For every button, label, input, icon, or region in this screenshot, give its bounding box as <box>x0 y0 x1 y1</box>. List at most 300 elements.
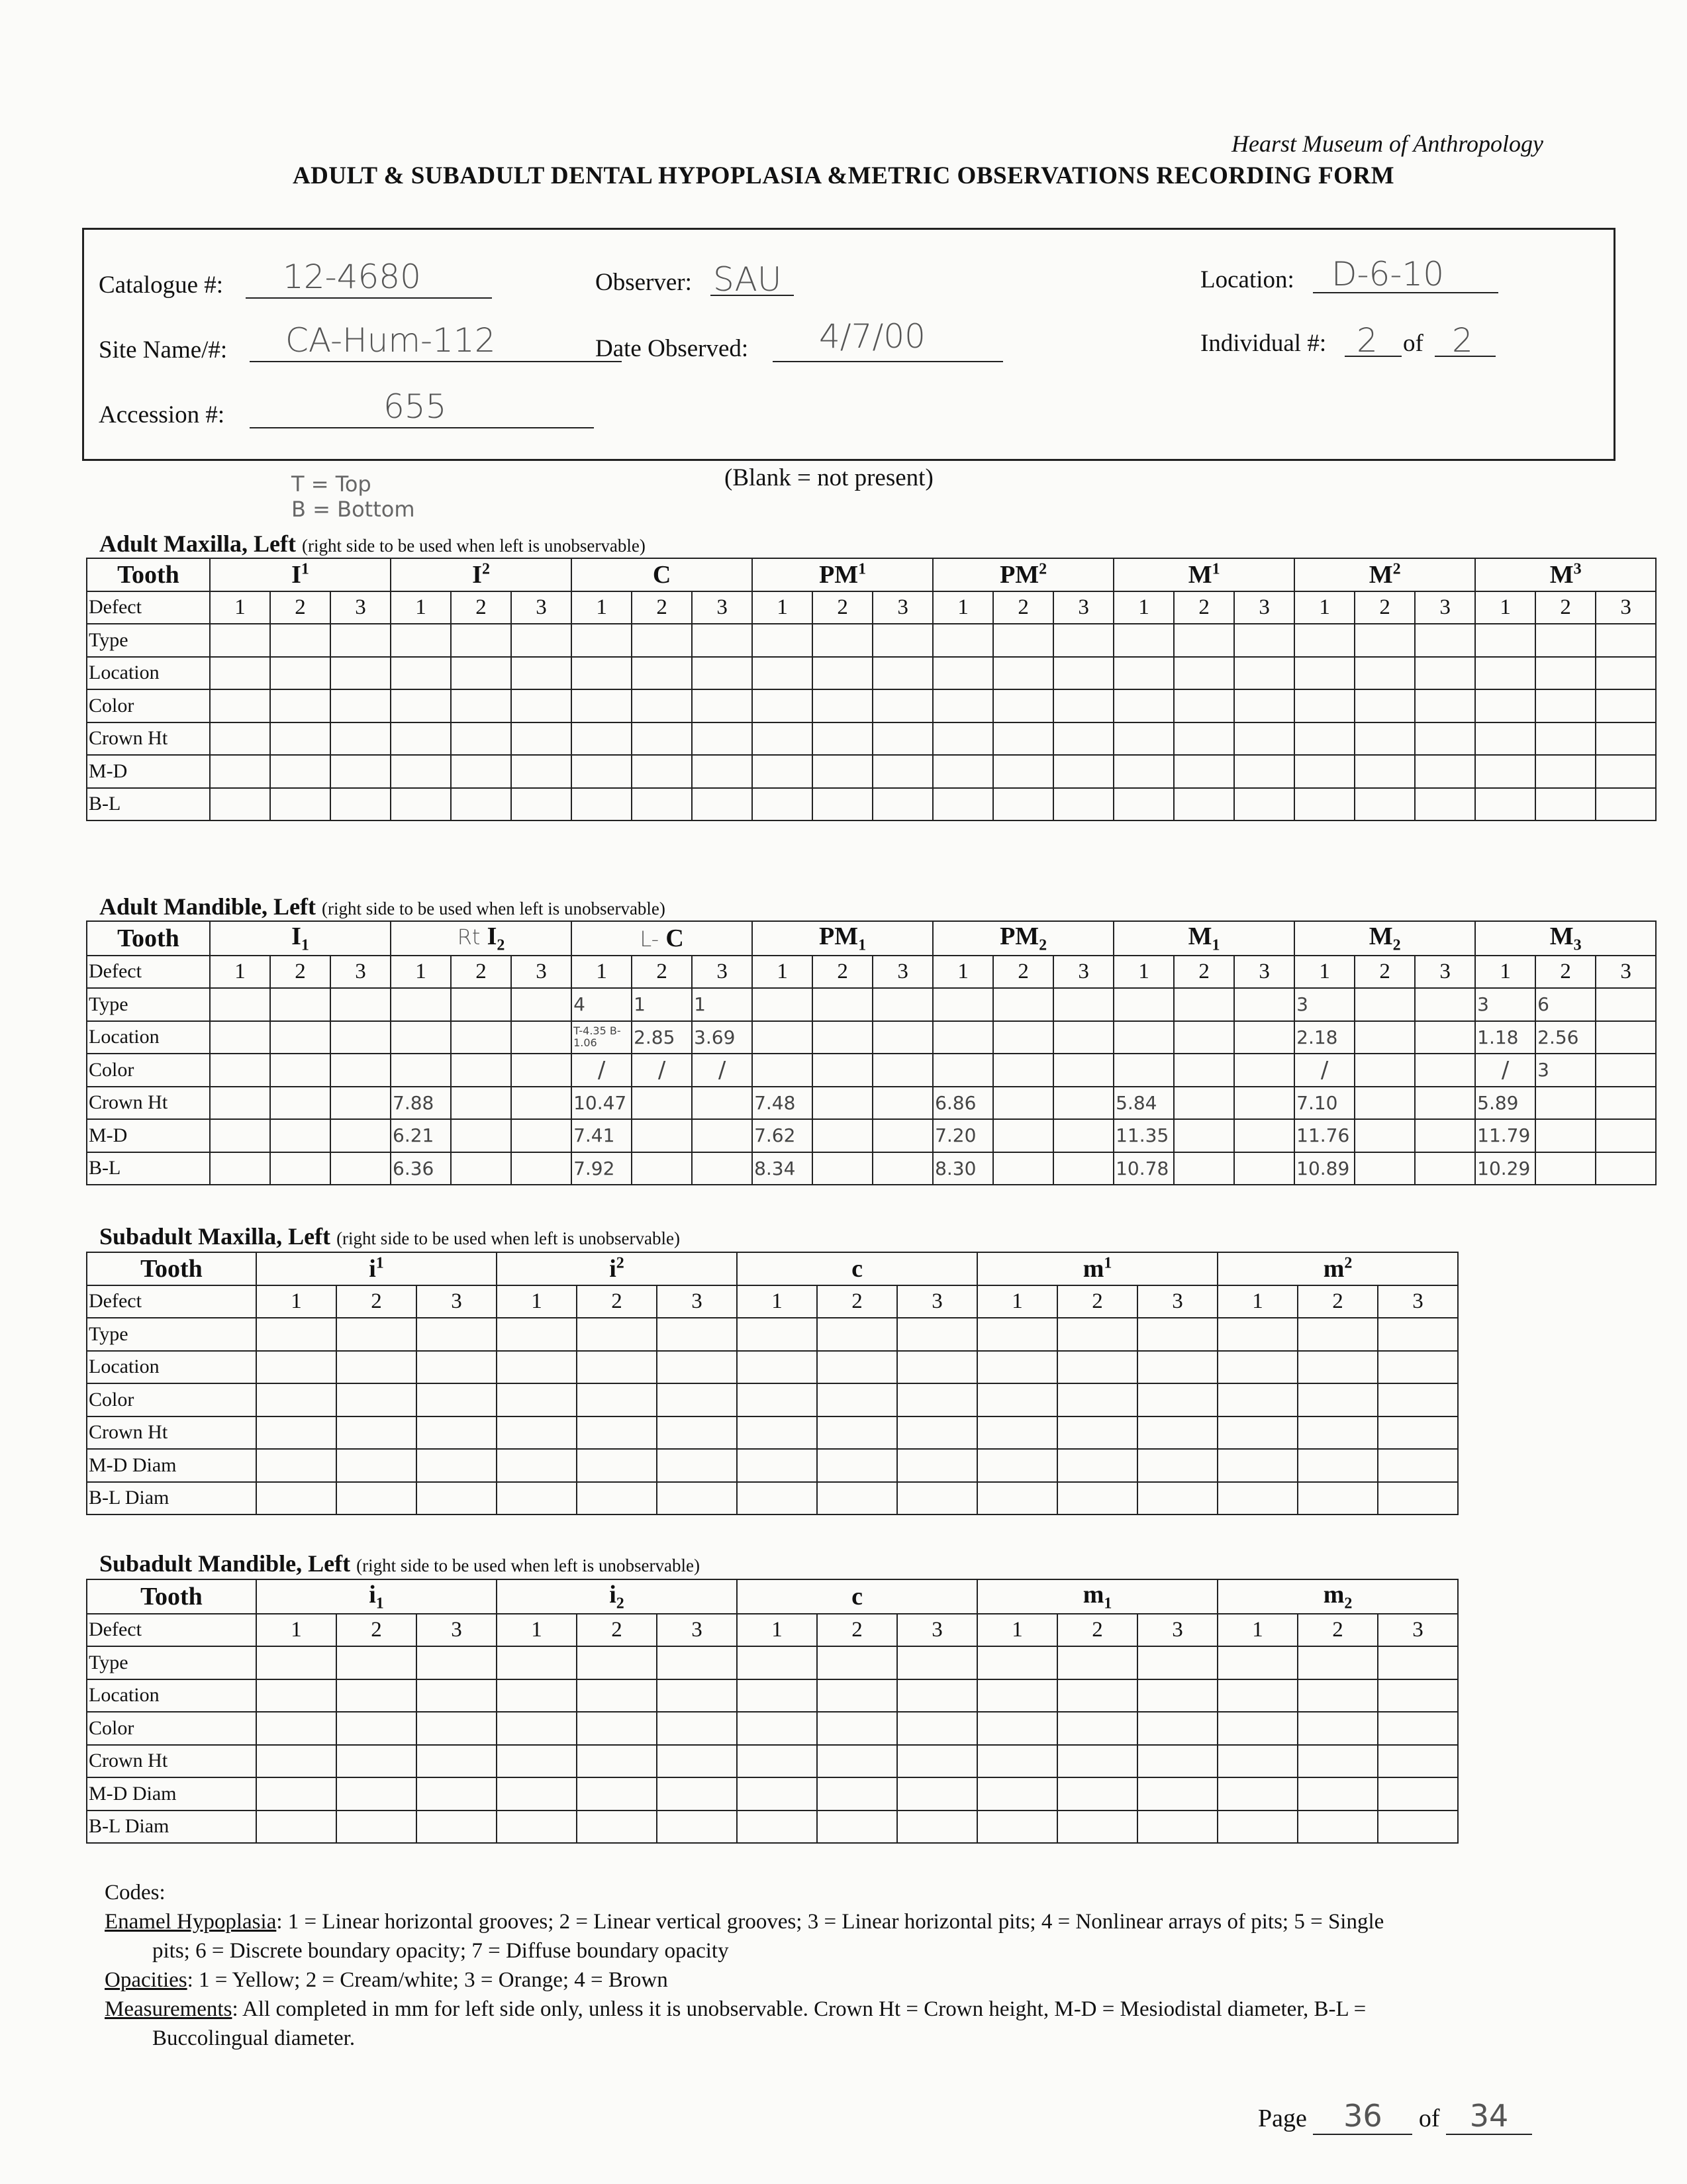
entry-cell[interactable] <box>1057 1745 1137 1778</box>
entry-cell[interactable] <box>577 1449 657 1482</box>
entry-cell[interactable] <box>873 624 933 657</box>
entry-cell[interactable] <box>657 1416 737 1450</box>
entry-cell[interactable] <box>256 1811 336 1844</box>
entry-cell[interactable] <box>1057 1416 1137 1450</box>
entry-cell[interactable] <box>812 1119 873 1152</box>
entry-cell[interactable] <box>1378 1482 1458 1515</box>
entry-cell[interactable] <box>451 1087 511 1120</box>
entry-cell[interactable] <box>1415 1021 1475 1054</box>
entry-cell[interactable] <box>210 722 270 756</box>
entry-cell[interactable] <box>873 755 933 788</box>
entry-cell[interactable] <box>873 1087 933 1120</box>
entry-cell[interactable] <box>692 1119 752 1152</box>
entry-cell[interactable]: 6.36 <box>391 1152 451 1185</box>
entry-cell[interactable]: 8.30 <box>933 1152 993 1185</box>
entry-cell[interactable]: 2.85 <box>632 1021 692 1054</box>
entry-cell[interactable] <box>577 1811 657 1844</box>
entry-cell[interactable] <box>210 755 270 788</box>
entry-cell[interactable] <box>391 755 451 788</box>
entry-cell[interactable] <box>256 1646 336 1679</box>
entry-cell[interactable] <box>416 1712 497 1745</box>
entry-cell[interactable] <box>577 1745 657 1778</box>
entry-cell[interactable]: 3 <box>1535 1054 1596 1087</box>
entry-cell[interactable] <box>451 1021 511 1054</box>
entry-cell[interactable] <box>657 1318 737 1351</box>
entry-cell[interactable] <box>1596 657 1656 690</box>
entry-cell[interactable]: / <box>632 1054 692 1087</box>
entry-cell[interactable]: 1 <box>692 988 752 1021</box>
entry-cell[interactable] <box>737 1482 817 1515</box>
entry-cell[interactable] <box>873 1021 933 1054</box>
entry-cell[interactable]: 10.78 <box>1114 1152 1174 1185</box>
entry-cell[interactable] <box>737 1416 817 1450</box>
entry-cell[interactable] <box>210 788 270 821</box>
entry-cell[interactable] <box>1378 1679 1458 1712</box>
entry-cell[interactable] <box>1378 1712 1458 1745</box>
entry-cell[interactable] <box>1234 657 1294 690</box>
entry-cell[interactable] <box>692 788 752 821</box>
entry-cell[interactable] <box>632 1087 692 1120</box>
entry-cell[interactable] <box>1137 1646 1218 1679</box>
entry-cell[interactable] <box>1298 1318 1378 1351</box>
entry-cell[interactable] <box>897 1745 977 1778</box>
entry-cell[interactable] <box>511 722 571 756</box>
entry-cell[interactable] <box>1234 1087 1294 1120</box>
entry-cell[interactable] <box>571 624 632 657</box>
entry-cell[interactable] <box>336 1383 416 1416</box>
entry-cell[interactable] <box>256 1777 336 1811</box>
entry-cell[interactable] <box>330 988 391 1021</box>
entry-cell[interactable] <box>497 1482 577 1515</box>
entry-cell[interactable] <box>752 988 812 1021</box>
entry-cell[interactable]: 3 <box>1294 988 1355 1021</box>
entry-cell[interactable] <box>933 657 993 690</box>
entry-cell[interactable] <box>1294 624 1355 657</box>
entry-cell[interactable] <box>873 1152 933 1185</box>
entry-cell[interactable] <box>416 1777 497 1811</box>
entry-cell[interactable] <box>897 1416 977 1450</box>
entry-cell[interactable] <box>1114 657 1174 690</box>
entry-cell[interactable] <box>1415 722 1475 756</box>
entry-cell[interactable] <box>657 1383 737 1416</box>
entry-cell[interactable] <box>451 624 511 657</box>
entry-cell[interactable] <box>933 624 993 657</box>
entry-cell[interactable] <box>451 755 511 788</box>
entry-cell[interactable] <box>817 1777 897 1811</box>
entry-cell[interactable] <box>256 1383 336 1416</box>
entry-cell[interactable] <box>897 1482 977 1515</box>
entry-cell[interactable] <box>1057 1712 1137 1745</box>
entry-cell[interactable] <box>1053 1119 1114 1152</box>
entry-cell[interactable] <box>256 1745 336 1778</box>
entry-cell[interactable] <box>692 755 752 788</box>
entry-cell[interactable] <box>571 722 632 756</box>
entry-cell[interactable] <box>993 788 1053 821</box>
entry-cell[interactable] <box>210 1021 270 1054</box>
entry-cell[interactable] <box>1137 1416 1218 1450</box>
entry-cell[interactable] <box>1218 1646 1298 1679</box>
entry-cell[interactable] <box>497 1811 577 1844</box>
entry-cell[interactable] <box>657 1745 737 1778</box>
entry-cell[interactable] <box>1415 755 1475 788</box>
entry-cell[interactable]: 7.20 <box>933 1119 993 1152</box>
entry-cell[interactable] <box>1535 1119 1596 1152</box>
entry-cell[interactable] <box>737 1449 817 1482</box>
entry-cell[interactable] <box>817 1383 897 1416</box>
entry-cell[interactable]: 11.79 <box>1475 1119 1535 1152</box>
entry-cell[interactable] <box>812 1152 873 1185</box>
entry-cell[interactable] <box>1234 788 1294 821</box>
entry-cell[interactable] <box>1234 689 1294 722</box>
entry-cell[interactable] <box>497 1777 577 1811</box>
entry-cell[interactable] <box>1114 624 1174 657</box>
entry-cell[interactable] <box>451 689 511 722</box>
entry-cell[interactable] <box>752 755 812 788</box>
entry-cell[interactable] <box>1596 624 1656 657</box>
entry-cell[interactable] <box>993 624 1053 657</box>
entry-cell[interactable] <box>416 1679 497 1712</box>
entry-cell[interactable] <box>1114 1021 1174 1054</box>
entry-cell[interactable] <box>1234 722 1294 756</box>
entry-cell[interactable] <box>1355 1152 1415 1185</box>
entry-cell[interactable] <box>336 1449 416 1482</box>
entry-cell[interactable] <box>1535 624 1596 657</box>
entry-cell[interactable] <box>977 1449 1057 1482</box>
entry-cell[interactable] <box>737 1745 817 1778</box>
entry-cell[interactable] <box>1294 788 1355 821</box>
entry-cell[interactable] <box>1053 689 1114 722</box>
entry-cell[interactable] <box>692 722 752 756</box>
entry-cell[interactable] <box>1355 1119 1415 1152</box>
entry-cell[interactable] <box>256 1712 336 1745</box>
entry-cell[interactable] <box>1415 1054 1475 1087</box>
entry-cell[interactable]: 3.69 <box>692 1021 752 1054</box>
entry-cell[interactable] <box>1415 988 1475 1021</box>
entry-cell[interactable] <box>692 1087 752 1120</box>
entry-cell[interactable] <box>752 1054 812 1087</box>
entry-cell[interactable] <box>993 1021 1053 1054</box>
entry-cell[interactable] <box>451 1152 511 1185</box>
entry-cell[interactable] <box>1475 788 1535 821</box>
entry-cell[interactable] <box>336 1416 416 1450</box>
entry-cell[interactable] <box>1053 1054 1114 1087</box>
entry-cell[interactable] <box>692 689 752 722</box>
entry-cell[interactable] <box>1114 755 1174 788</box>
entry-cell[interactable] <box>497 1646 577 1679</box>
entry-cell[interactable]: 10.29 <box>1475 1152 1535 1185</box>
entry-cell[interactable] <box>1378 1811 1458 1844</box>
entry-cell[interactable] <box>1218 1777 1298 1811</box>
entry-cell[interactable] <box>391 657 451 690</box>
entry-cell[interactable] <box>737 1383 817 1416</box>
entry-cell[interactable] <box>256 1449 336 1482</box>
entry-cell[interactable] <box>1298 1416 1378 1450</box>
entry-cell[interactable] <box>571 788 632 821</box>
entry-cell[interactable] <box>1057 1351 1137 1384</box>
entry-cell[interactable] <box>897 1646 977 1679</box>
entry-cell[interactable] <box>330 1021 391 1054</box>
entry-cell[interactable] <box>256 1351 336 1384</box>
entry-cell[interactable] <box>873 788 933 821</box>
entry-cell[interactable] <box>1475 657 1535 690</box>
entry-cell[interactable] <box>657 1811 737 1844</box>
entry-cell[interactable] <box>1218 1482 1298 1515</box>
entry-cell[interactable] <box>873 988 933 1021</box>
entry-cell[interactable] <box>256 1679 336 1712</box>
entry-cell[interactable] <box>577 1777 657 1811</box>
entry-cell[interactable] <box>897 1351 977 1384</box>
entry-cell[interactable] <box>1234 1021 1294 1054</box>
entry-cell[interactable] <box>993 1087 1053 1120</box>
entry-cell[interactable] <box>497 1318 577 1351</box>
entry-cell[interactable] <box>1596 1021 1656 1054</box>
entry-cell[interactable] <box>577 1482 657 1515</box>
entry-cell[interactable] <box>737 1712 817 1745</box>
entry-cell[interactable] <box>1294 755 1355 788</box>
entry-cell[interactable] <box>511 689 571 722</box>
entry-cell[interactable] <box>1596 1152 1656 1185</box>
entry-cell[interactable] <box>993 1152 1053 1185</box>
entry-cell[interactable] <box>1218 1383 1298 1416</box>
entry-cell[interactable] <box>391 722 451 756</box>
entry-cell[interactable] <box>933 755 993 788</box>
entry-cell[interactable] <box>451 722 511 756</box>
entry-cell[interactable] <box>1294 689 1355 722</box>
entry-cell[interactable] <box>737 1811 817 1844</box>
entry-cell[interactable] <box>632 657 692 690</box>
entry-cell[interactable] <box>1355 1021 1415 1054</box>
entry-cell[interactable] <box>1174 1054 1234 1087</box>
entry-cell[interactable] <box>1294 657 1355 690</box>
entry-cell[interactable] <box>1535 1152 1596 1185</box>
entry-cell[interactable] <box>897 1811 977 1844</box>
entry-cell[interactable] <box>451 1054 511 1087</box>
catalogue-value[interactable]: 12-4680 <box>283 258 421 296</box>
entry-cell[interactable] <box>1218 1745 1298 1778</box>
entry-cell[interactable] <box>993 988 1053 1021</box>
entry-cell[interactable] <box>1415 657 1475 690</box>
entry-cell[interactable]: 7.48 <box>752 1087 812 1120</box>
entry-cell[interactable] <box>1294 722 1355 756</box>
entry-cell[interactable] <box>897 1383 977 1416</box>
entry-cell[interactable] <box>270 1021 330 1054</box>
entry-cell[interactable] <box>977 1777 1057 1811</box>
entry-cell[interactable]: 10.89 <box>1294 1152 1355 1185</box>
entry-cell[interactable] <box>210 1152 270 1185</box>
entry-cell[interactable] <box>256 1482 336 1515</box>
entry-cell[interactable] <box>812 689 873 722</box>
entry-cell[interactable] <box>1174 1021 1234 1054</box>
entry-cell[interactable] <box>632 689 692 722</box>
entry-cell[interactable] <box>692 1152 752 1185</box>
entry-cell[interactable]: 6.86 <box>933 1087 993 1120</box>
entry-cell[interactable] <box>1114 1054 1174 1087</box>
entry-cell[interactable] <box>497 1679 577 1712</box>
entry-cell[interactable] <box>1535 755 1596 788</box>
entry-cell[interactable]: 4 <box>571 988 632 1021</box>
entry-cell[interactable] <box>1053 1152 1114 1185</box>
entry-cell[interactable] <box>210 1087 270 1120</box>
entry-cell[interactable] <box>511 988 571 1021</box>
entry-cell[interactable]: / <box>1294 1054 1355 1087</box>
entry-cell[interactable] <box>1234 1152 1294 1185</box>
entry-cell[interactable] <box>812 657 873 690</box>
page-current[interactable]: 36 <box>1313 2098 1412 2135</box>
entry-cell[interactable] <box>1174 689 1234 722</box>
entry-cell[interactable] <box>817 1351 897 1384</box>
entry-cell[interactable] <box>873 1054 933 1087</box>
entry-cell[interactable] <box>752 1021 812 1054</box>
entry-cell[interactable] <box>416 1811 497 1844</box>
entry-cell[interactable] <box>1596 1119 1656 1152</box>
entry-cell[interactable] <box>1137 1383 1218 1416</box>
entry-cell[interactable] <box>657 1679 737 1712</box>
entry-cell[interactable] <box>451 788 511 821</box>
entry-cell[interactable] <box>416 1318 497 1351</box>
entry-cell[interactable] <box>577 1712 657 1745</box>
entry-cell[interactable] <box>1415 624 1475 657</box>
entry-cell[interactable]: 6 <box>1535 988 1596 1021</box>
entry-cell[interactable] <box>391 988 451 1021</box>
entry-cell[interactable] <box>1475 722 1535 756</box>
entry-cell[interactable] <box>752 722 812 756</box>
entry-cell[interactable] <box>977 1679 1057 1712</box>
entry-cell[interactable] <box>1057 1318 1137 1351</box>
entry-cell[interactable] <box>817 1745 897 1778</box>
entry-cell[interactable] <box>657 1482 737 1515</box>
entry-cell[interactable]: 2.18 <box>1294 1021 1355 1054</box>
entry-cell[interactable] <box>336 1712 416 1745</box>
entry-cell[interactable]: 8.34 <box>752 1152 812 1185</box>
entry-cell[interactable] <box>577 1383 657 1416</box>
entry-cell[interactable] <box>897 1777 977 1811</box>
entry-cell[interactable] <box>993 689 1053 722</box>
entry-cell[interactable] <box>1218 1449 1298 1482</box>
entry-cell[interactable] <box>511 1021 571 1054</box>
entry-cell[interactable]: / <box>692 1054 752 1087</box>
entry-cell[interactable]: 7.41 <box>571 1119 632 1152</box>
entry-cell[interactable] <box>1596 755 1656 788</box>
entry-cell[interactable] <box>1057 1811 1137 1844</box>
entry-cell[interactable] <box>993 755 1053 788</box>
entry-cell[interactable] <box>416 1416 497 1450</box>
entry-cell[interactable]: 7.92 <box>571 1152 632 1185</box>
entry-cell[interactable]: T-4.35 B-1.06 <box>571 1021 632 1054</box>
entry-cell[interactable] <box>933 689 993 722</box>
site-value[interactable]: CA-Hum-112 <box>285 321 496 360</box>
entry-cell[interactable] <box>737 1646 817 1679</box>
entry-cell[interactable] <box>416 1745 497 1778</box>
entry-cell[interactable] <box>752 624 812 657</box>
entry-cell[interactable] <box>1053 988 1114 1021</box>
entry-cell[interactable] <box>511 1054 571 1087</box>
entry-cell[interactable] <box>1174 988 1234 1021</box>
entry-cell[interactable] <box>577 1646 657 1679</box>
entry-cell[interactable] <box>1053 1087 1114 1120</box>
entry-cell[interactable] <box>1475 624 1535 657</box>
entry-cell[interactable] <box>391 624 451 657</box>
entry-cell[interactable] <box>330 1054 391 1087</box>
entry-cell[interactable] <box>1415 788 1475 821</box>
entry-cell[interactable] <box>1378 1318 1458 1351</box>
entry-cell[interactable] <box>1174 1087 1234 1120</box>
entry-cell[interactable] <box>391 1021 451 1054</box>
entry-cell[interactable] <box>1174 788 1234 821</box>
entry-cell[interactable] <box>270 624 330 657</box>
entry-cell[interactable] <box>270 1054 330 1087</box>
entry-cell[interactable] <box>1298 1811 1378 1844</box>
entry-cell[interactable] <box>1053 1021 1114 1054</box>
entry-cell[interactable] <box>210 988 270 1021</box>
entry-cell[interactable] <box>933 1054 993 1087</box>
entry-cell[interactable] <box>1218 1318 1298 1351</box>
entry-cell[interactable]: / <box>571 1054 632 1087</box>
entry-cell[interactable] <box>511 755 571 788</box>
entry-cell[interactable] <box>632 788 692 821</box>
entry-cell[interactable] <box>270 722 330 756</box>
entry-cell[interactable] <box>873 689 933 722</box>
entry-cell[interactable] <box>256 1318 336 1351</box>
entry-cell[interactable] <box>692 624 752 657</box>
entry-cell[interactable] <box>270 788 330 821</box>
entry-cell[interactable] <box>1298 1383 1378 1416</box>
entry-cell[interactable]: 1 <box>632 988 692 1021</box>
entry-cell[interactable]: 7.62 <box>752 1119 812 1152</box>
entry-cell[interactable] <box>391 788 451 821</box>
date-value[interactable]: 4/7/00 <box>819 317 926 356</box>
entry-cell[interactable] <box>657 1646 737 1679</box>
entry-cell[interactable] <box>1137 1811 1218 1844</box>
entry-cell[interactable] <box>933 988 993 1021</box>
entry-cell[interactable] <box>692 657 752 690</box>
entry-cell[interactable] <box>1057 1777 1137 1811</box>
entry-cell[interactable]: 5.84 <box>1114 1087 1174 1120</box>
entry-cell[interactable] <box>1057 1646 1137 1679</box>
entry-cell[interactable] <box>497 1416 577 1450</box>
entry-cell[interactable] <box>1355 624 1415 657</box>
entry-cell[interactable]: 6.21 <box>391 1119 451 1152</box>
entry-cell[interactable]: 11.35 <box>1114 1119 1174 1152</box>
entry-cell[interactable] <box>1114 988 1174 1021</box>
entry-cell[interactable] <box>1355 689 1415 722</box>
entry-cell[interactable] <box>812 755 873 788</box>
entry-cell[interactable] <box>270 1087 330 1120</box>
entry-cell[interactable] <box>1174 1119 1234 1152</box>
entry-cell[interactable] <box>1137 1679 1218 1712</box>
entry-cell[interactable] <box>657 1351 737 1384</box>
entry-cell[interactable] <box>752 788 812 821</box>
entry-cell[interactable] <box>1596 988 1656 1021</box>
entry-cell[interactable] <box>497 1383 577 1416</box>
entry-cell[interactable] <box>256 1416 336 1450</box>
entry-cell[interactable] <box>817 1811 897 1844</box>
entry-cell[interactable] <box>897 1318 977 1351</box>
entry-cell[interactable] <box>571 755 632 788</box>
entry-cell[interactable] <box>391 1054 451 1087</box>
entry-cell[interactable] <box>993 657 1053 690</box>
entry-cell[interactable] <box>933 788 993 821</box>
entry-cell[interactable] <box>1218 1712 1298 1745</box>
entry-cell[interactable] <box>210 689 270 722</box>
entry-cell[interactable] <box>497 1351 577 1384</box>
entry-cell[interactable] <box>657 1712 737 1745</box>
entry-cell[interactable] <box>977 1712 1057 1745</box>
entry-cell[interactable] <box>1415 1087 1475 1120</box>
entry-cell[interactable] <box>511 1152 571 1185</box>
entry-cell[interactable] <box>1415 1119 1475 1152</box>
entry-cell[interactable] <box>1596 1087 1656 1120</box>
entry-cell[interactable] <box>511 788 571 821</box>
